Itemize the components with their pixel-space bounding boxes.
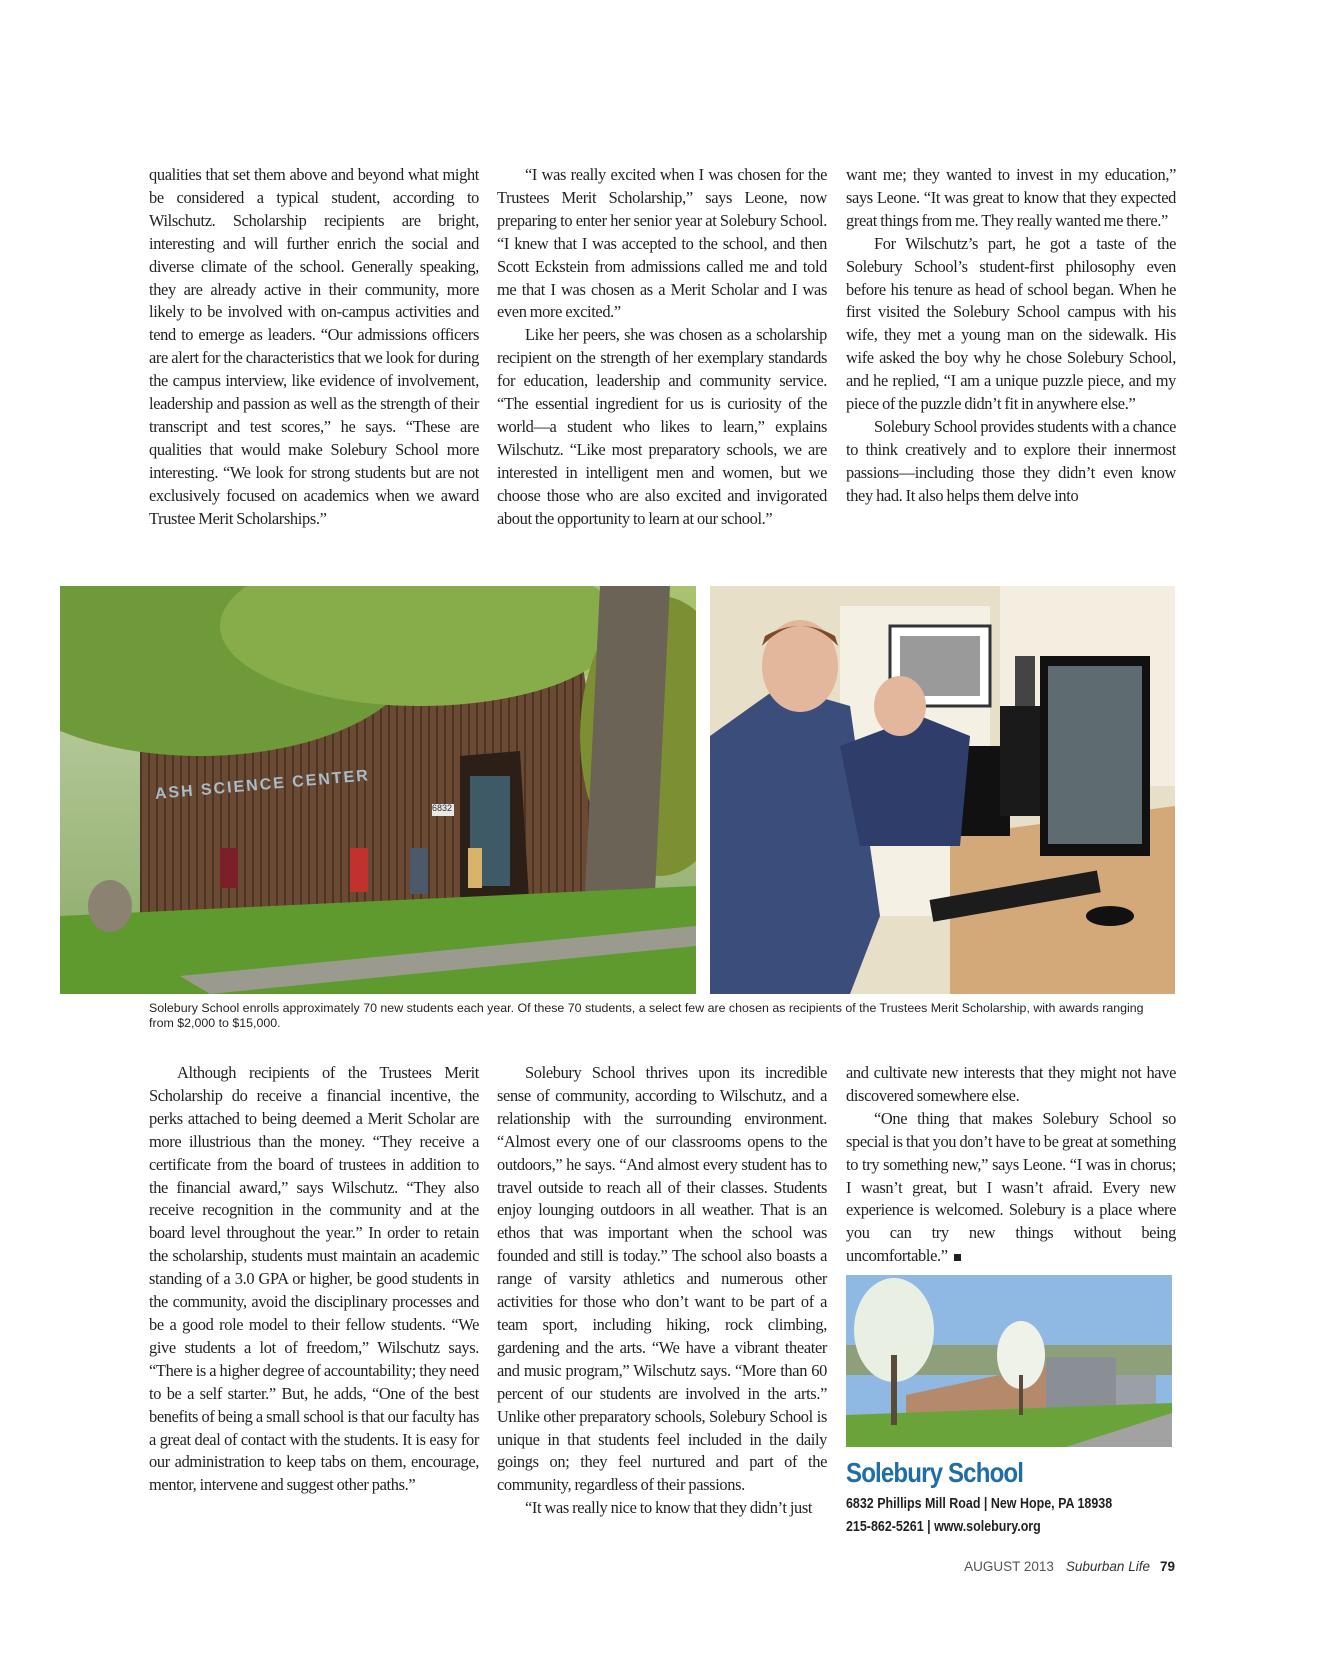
photo-caption: Solebury School enrolls approximately 70 new students each year. Of these 70 students, a select few are chosen as recipients of the Trustees Merit Scholarship, with awards ranging from $2,000 to $15,000. <box>149 1001 1144 1030</box>
paragraph: Although recipients of the Trustees Merit Scholarship do receive a financial incentive, the perks attached to being deemed a Merit Scholar are more illustrious than the money. “They receive a certificate from the board of trustees in addition to the financial award,” says Wilschutz. “They also receive recognition in the community and at the board level throughout the year.” In order to retain the scholarship, students must maintain an academic standing of a 3.0 GPA or higher, be good students in the community, avoid the disciplinary processes and be a good role model to their fellow students. “We give students a lot of freedom,” Wilschutz says. “There is a higher degree of accountability; they need to be a self starter.” But, he adds, “One of the best benefits of being a small school is that our faculty has a great deal of contact with the students. It is easy for our administration to keep tabs on them, encourage, mentor, intervene and suggest other paths.” <box>149 1063 479 1495</box>
paragraph: want me; they wanted to invest in my education,” says Leone. “It was great to know that they expected great things from me. They really wanted me there.” <box>846 165 1176 230</box>
article-column-3-bottom <box>846 1062 1176 1268</box>
school-contact: 215-862-5261 | www.solebury.org <box>846 1519 1041 1535</box>
paragraph: Solebury School thrives upon its incredible sense of community, according to Wilschutz, and a relationship with the surrounding environment. “Almost every one of our classrooms opens to the outdoors,” he says. “And almost every student has to travel outside to reach all of their classes. Students enjoy lounging outdoors in all weather. That is an ethos that was important when the school was founded and still is today.” The school also boasts a range of varsity athletics and numerous other activities for those who don’t want to be part of a team sport, including hiking, rock climbing, gardening and the arts. “We have a vibrant theater and music program,” Wilschutz says. “More than 60 percent of our students are involved in the arts.” Unlike other preparatory schools, Solebury School is unique in that students feel included in the daily goings on; they feel nurtured and part of the community, regardless of their passions. <box>497 1063 827 1495</box>
computer-lab-photo <box>710 586 1175 994</box>
paragraph: “It was really nice to know that they didn’t just <box>525 1498 813 1518</box>
article-column-3-top <box>846 164 1176 508</box>
campus-illustration <box>846 1275 1172 1447</box>
article-column-2-top <box>497 164 827 531</box>
school-name: Solebury School <box>846 1457 1024 1488</box>
science-center-photo <box>60 586 696 994</box>
paragraph: Solebury School provides students with a chance to think creatively and to explore their innermost passions—including those they didn’t even know they had. It also helps them delve into <box>846 416 1176 505</box>
article-column-1-top <box>149 164 479 531</box>
issue-date: AUGUST 2013 <box>964 1559 1054 1574</box>
paragraph <box>846 1108 1176 1268</box>
article-column-1-bottom <box>149 1062 479 1497</box>
campus-photo <box>846 1275 1172 1447</box>
page-number: 79 <box>1159 1559 1175 1574</box>
paragraph: qualities that set them above and beyond what might be considered a typical student, according to Wilschutz. Scholarship recipients are bright, interesting and will further enrich the social and diverse climate of the school. Generally speaking, they are already active in their community, more likely to be involved with on-campus activities and tend to emerge as leaders. “Our admissions officers are alert for the characteristics that we look for during the campus interview, like evidence of involvement, leadership and passion as well as the strength of their transcript and test scores,” he says. “These are qualities that would make Solebury School more interesting. “We look for strong students but are not exclusively focused on academics when we award Trustee Merit Scholarships.” <box>149 165 479 528</box>
computer-lab-illustration <box>710 586 1175 994</box>
publication-name: Suburban Life <box>1065 1559 1150 1574</box>
paragraph: and cultivate new interests that they might not have discovered somewhere else. <box>846 1063 1176 1105</box>
paragraph: Like her peers, she was chosen as a scholarship recipient on the strength of her exemplary standards for education, leadership and community service. “The essential ingredient for us is curiosity of the world—a student who likes to learn,” explains Wilschutz. “Like most preparatory schools, we are interested in intelligent men and women, but we choose those who are also excited and invigorated about the opportunity to learn at our school.” <box>497 325 827 528</box>
paragraph: “I was really excited when I was chosen for the Trustees Merit Scholarship,” says Leone, now preparing to enter her senior year at Solebury School. “I knew that I was accepted to the school, and then Scott Eckstein from admissions called me and told me that I was chosen as a Merit Scholar and I was even more excited.” <box>497 165 827 322</box>
end-mark-icon <box>954 1254 961 1261</box>
school-address: 6832 Phillips Mill Road | New Hope, PA 18938 <box>846 1496 1113 1512</box>
closing-text: “One thing that makes Solebury School so special is that you don’t have to be great at something to try something new,” says Leone. “I was in chorus; I wasn’t great, but I wasn’t afraid. Every new experience is welcomed. Solebury is a place where you can try new things without being uncomfortable.” <box>846 1108 1176 1266</box>
paragraph: For Wilschutz’s part, he got a taste of the Solebury School’s student-first philosophy even before his tenure as head of school began. When he first visited the Solebury School campus with his wife, they met a young man on the sidewalk. His wife asked the boy why he chose Solebury School, and he replied, “I am a unique puzzle piece, and my piece of the puzzle didn’t fit in anywhere else.” <box>846 233 1176 414</box>
page-footer <box>964 1559 1175 1574</box>
article-column-2-bottom <box>497 1062 827 1520</box>
building-number: 6832 <box>432 803 453 813</box>
building-sign: ASH SCIENCE CENTER <box>154 767 371 803</box>
